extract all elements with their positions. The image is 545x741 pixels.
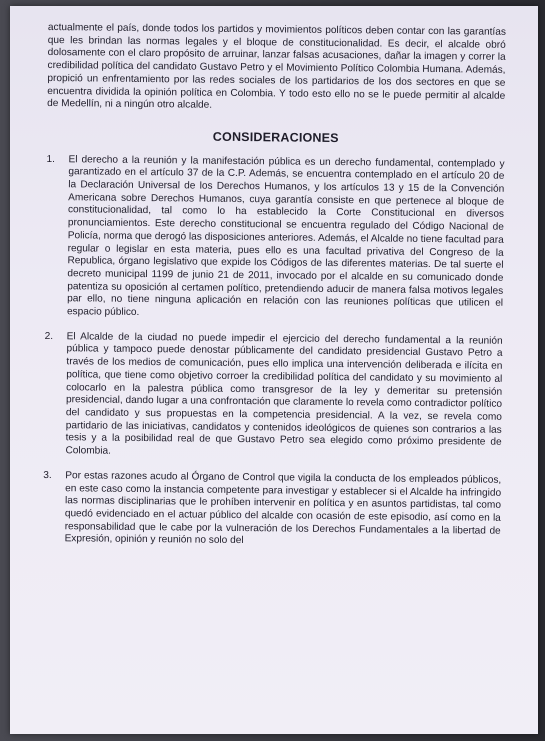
- considerations-list: [43, 154, 505, 551]
- list-item: [45, 154, 505, 324]
- item-number: 1.: [46, 153, 56, 165]
- document-body: [42, 22, 506, 563]
- list-item: [43, 331, 502, 463]
- document-page: [10, 6, 538, 734]
- item-text: Por estas razones acudo al Órgano de Control que vigila la conducta de los empleados públicos, en este caso como la instancia competente para investigar y establecer si el Alcalde ha infringido las normas disciplinarias que le prohíben intervenir en política y en asuntos partidistas, tal como quedó evidenciado en el actuar público del alcalde con ocasión de este episodio, así como en la responsabilidad que le cabe por la vulneración de los Derechos Fundamentales a la libertad de Expresión, opinión y reunión no solo del: [64, 470, 502, 547]
- list-item: [43, 470, 502, 551]
- item-text: El Alcalde de la ciudad no puede impedir el ejercicio del derecho fundamental a la reunión pública y tampoco puede denostar públicamente del candidato presidencial Gustavo Petro a través de los medios de comunicación, pues ello implica una intervención deliberada e ilícita en política, que tiene como objetivo corroer la credibilidad política del candidato y su movimiento al colocarlo en la palestra pública como transgresor de la ley y demeritar su pretensión presidencial, dando lugar a una confrontación que claramente lo revela como contradictor político del candidato y sus propuestas en la competencia presidencial. A la vez, se revela como partidario de las iniciativas, candidatos y contenidos ideológicos de quienes son contrarios a las tesis y a la posibilidad real de que Gustavo Petro sea elegido como próximo presidente de Colombia.: [65, 330, 503, 457]
- intro-paragraph: actualmente el país, donde todos los partidos y movimientos políticos deben contar con las garantías que les brindan las normas legales y el bloque de constitucionalidad. Es decir, el alcalde obró dolosamente con el claro propósito de arruinar, lanzar falsas acusaciones, dañar la imagen y correr la credibilidad política del candidato Gustavo Petro y el Movimiento Político Colombia Humana. Además, propició un enfrentamiento por las redes sociales de los partidarios de los dos sectores en que se encuentra dividida la opinión política en Colombia. Y todo esto ello no se le puede permitir al alcalde de Medellín, ni a ningún otro alcalde.: [47, 22, 506, 111]
- section-heading: CONSIDERACIONES: [212, 129, 339, 145]
- item-number: 3.: [43, 469, 52, 481]
- item-text: El derecho a la reunión y la manifestación pública es un derecho fundamental, contemplado y garantizado en el artículo 37 de la C.P. Además, se encuentra contemplado en el artículo 20 de la Declaración Universal de los Derechos Humanos, y los artículos 13 y 15 de la Convención Americana sobre Derechos Humanos, cuya garantía consiste en que pertenece al bloque de constitucionalidad, tal como lo ha establecido la Corte Constitucional en diversos pronunciamientos. Este derecho constitucional se encuentra regulado del Código Nacional de Policía, norma que derogó las disposiciones anteriores. Además, el Alcalde no tiene facultad para regular o legislar en esta materia, pues ello es una facultad privativa del Congreso de la Republica, órgano legislativo que expide los Códigos de las diferentes materias. De tal suerte el decreto municipal 1199 de junio 21 de 2011, invocado por el alcalde en su comunicado donde patentiza su oposición al certamen político, pretendiendo aducir de manera falsa motivos legales par ello, no tiene ninguna aplicación en relación con las reuniones políticas que utilicen el espacio público.: [66, 153, 505, 319]
- item-number: 2.: [44, 330, 54, 342]
